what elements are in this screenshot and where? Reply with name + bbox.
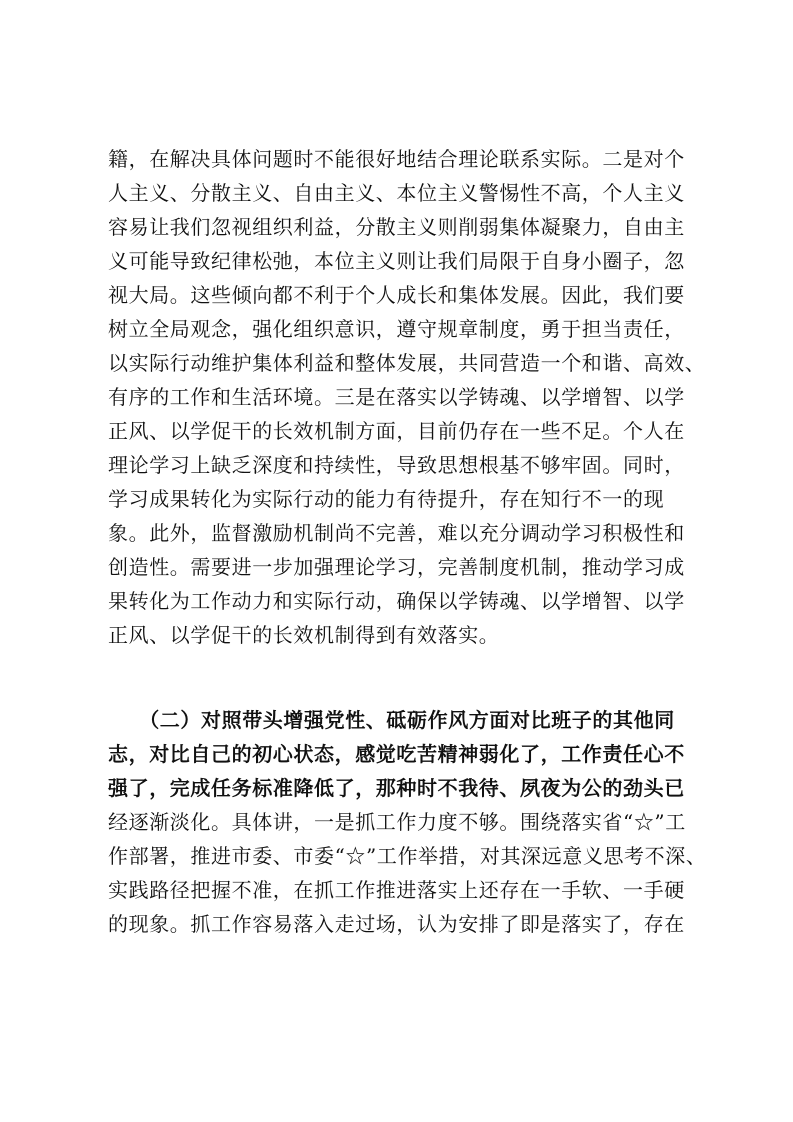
text-line: 容易让我们忽视组织利益，分散主义则削弱集体凝聚力，自由主	[108, 215, 685, 239]
text-line: 学习成果转化为实际行动的能力有待提升，存在知行不一的现	[108, 487, 665, 511]
text-line: 象。此外，监督激励机制尚不完善，难以充分调动学习积极性和	[108, 521, 685, 545]
text-line: 作部署，推进市委、市委“☆”工作举措，对其深远意义思考不深、	[108, 844, 707, 868]
section-heading-line: 强了，完成任务标准降低了，那种时不我待、夙夜为公的劲头已	[108, 776, 685, 800]
section-heading-line: 志，对比自己的初心状态，感觉吃苦精神弱化了，工作责任心不	[108, 742, 685, 766]
text-line: 有序的工作和生活环境。三是在落实以学铸魂、以学增智、以学	[108, 385, 685, 409]
section-heading-line: （二）对照带头增强党性、砥砺作风方面对比班子的其他同	[108, 708, 675, 732]
paragraph-continued	[108, 142, 706, 652]
text-line: 创造性。需要进一步加强理论学习，完善制度机制，推动学习成	[108, 555, 685, 579]
text-line: 理论学习上缺乏深度和持续性，导致思想根基不够牢固。同时，	[108, 453, 685, 477]
text-line: 实践路径把握不准，在抓工作推进落实上还存在一手软、一手硬	[108, 878, 685, 902]
text-line: 果转化为工作动力和实际行动，确保以学铸魂、以学增智、以学	[108, 589, 685, 613]
text-line: 正风、以学促干的长效机制方面，目前仍存在一些不足。个人在	[108, 419, 685, 443]
text-line: 视大局。这些倾向都不利于个人成长和集体发展。因此，我们要	[108, 283, 685, 307]
text-line: 经逐渐淡化。具体讲，一是抓工作力度不够。围绕落实省“☆”工	[108, 810, 686, 834]
text-line: 的现象。抓工作容易落入走过场，认为安排了即是落实了，存在	[108, 912, 685, 936]
text-line: 正风、以学促干的长效机制得到有效落实。	[108, 623, 500, 647]
text-line: 以实际行动维护集体利益和整体发展，共同营造一个和谐、高效、	[108, 351, 706, 375]
text-line: 树立全局观念，强化组织意识，遵守规章制度，勇于担当责任，	[108, 317, 685, 341]
text-line: 籍，在解决具体问题时不能很好地结合理论联系实际。二是对个	[108, 147, 685, 171]
section-two	[108, 703, 707, 941]
text-line: 人主义、分散主义、自由主义、本位主义警惕性不高，个人主义	[108, 181, 685, 205]
text-line: 义可能导致纪律松弛，本位主义则让我们局限于自身小圈子，忽	[108, 249, 685, 273]
